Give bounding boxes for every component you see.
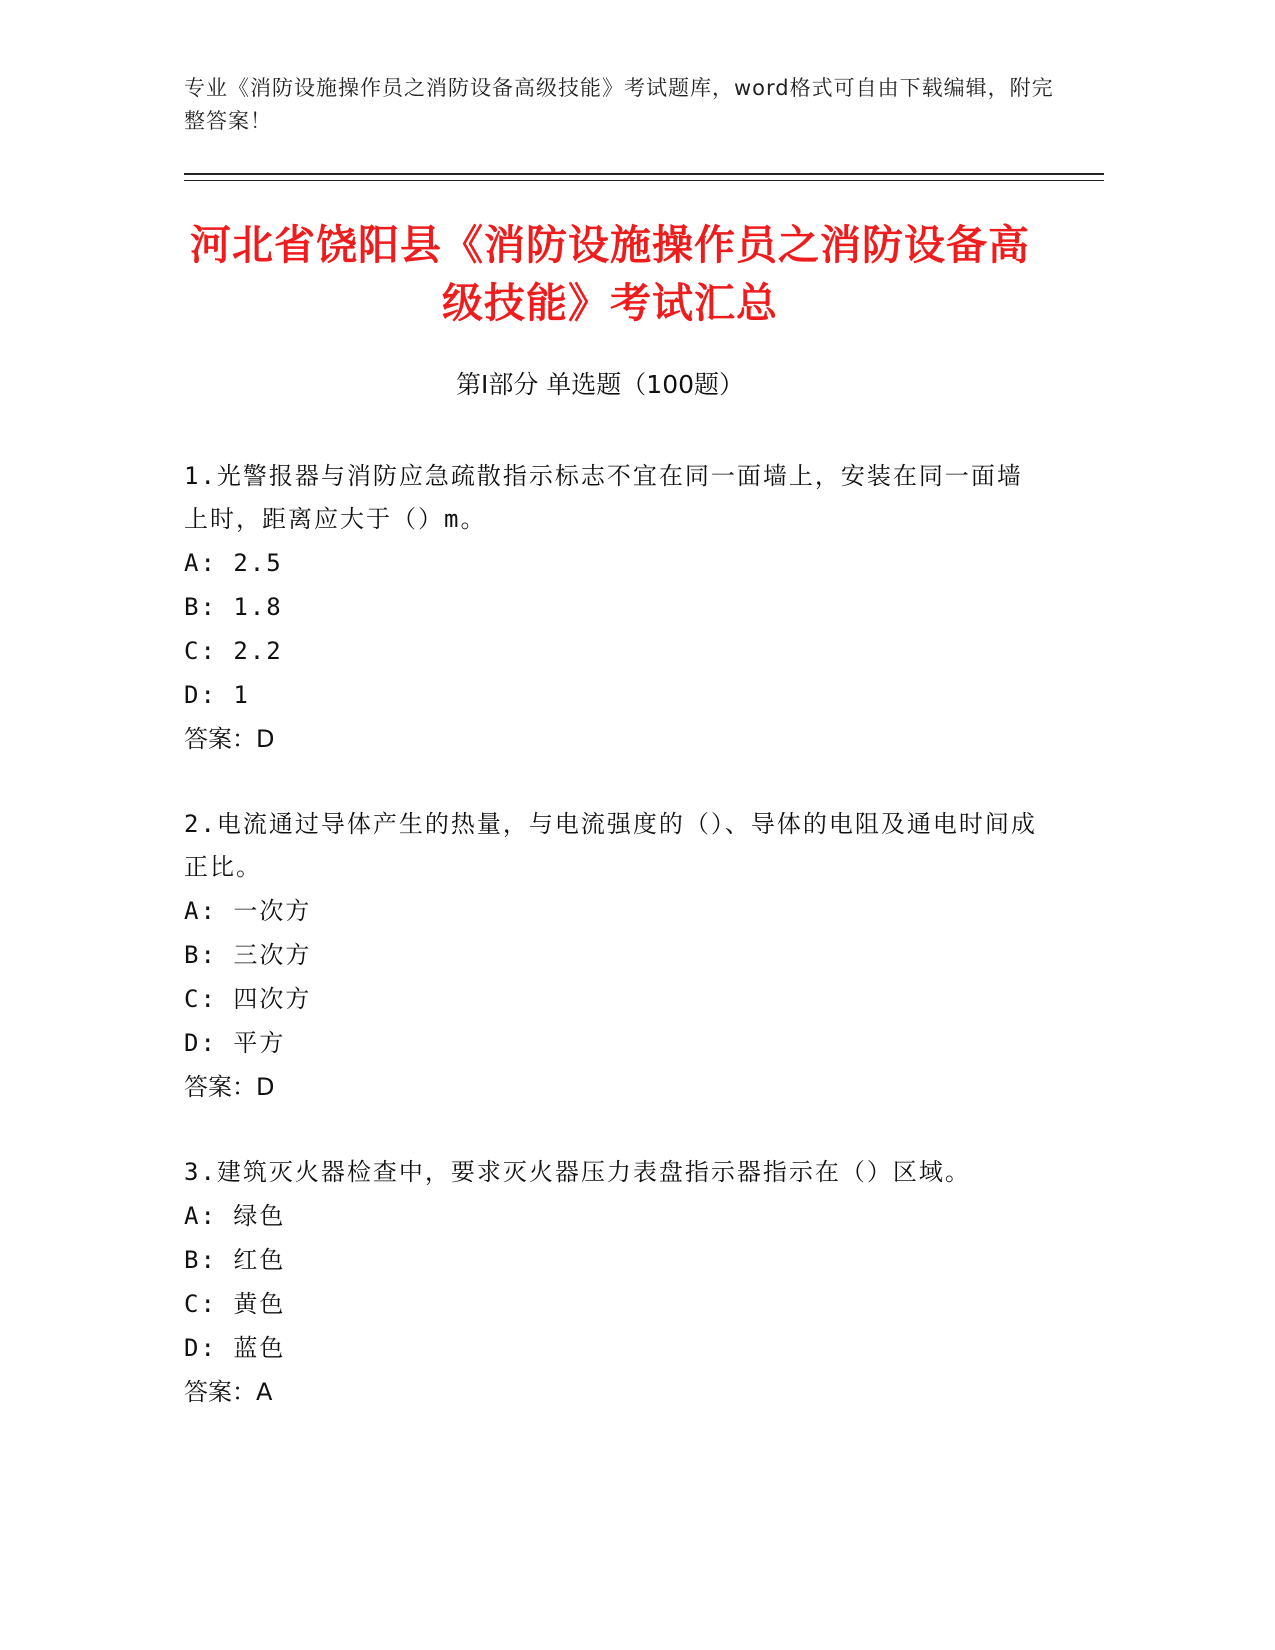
question-item xyxy=(184,803,1044,1109)
option-d: D: 1 xyxy=(184,681,250,709)
option-a: A: 2.5 xyxy=(184,549,283,577)
option-c: C: 2.2 xyxy=(184,637,283,665)
question-stem: 1.光警报器与消防应急疏散指示标志不宜在同一面墙上，安装在同一面墙上时，距离应大于（）m。 xyxy=(184,462,1023,533)
option-d: D: 蓝色 xyxy=(184,1334,286,1362)
question-item xyxy=(184,455,1044,761)
answer-line: 答案：D xyxy=(184,1073,275,1101)
option-b: B: 三次方 xyxy=(184,941,312,969)
option-c: C: 黄色 xyxy=(184,1290,286,1318)
option-b: B: 红色 xyxy=(184,1246,286,1274)
section-heading: 第I部分 单选题（100题） xyxy=(455,370,745,399)
header-divider-thick xyxy=(184,173,1104,175)
question-stem: 3.建筑灭火器检查中，要求灭火器压力表盘指示器指示在（）区域。 xyxy=(184,1158,971,1186)
answer-line: 答案：A xyxy=(184,1378,273,1406)
option-a: A: 一次方 xyxy=(184,897,312,925)
option-a: A: 绿色 xyxy=(184,1202,286,1230)
question-item xyxy=(184,1151,1044,1414)
header-note: 专业《消防设施操作员之消防设备高级技能》考试题库，word格式可自由下载编辑，附完整答案！ xyxy=(184,76,1054,133)
option-d: D: 平方 xyxy=(184,1029,286,1057)
option-b: B: 1.8 xyxy=(184,593,283,621)
question-stem: 2.电流通过导体产生的热量，与电流强度的（）、导体的电阻及通电时间成正比。 xyxy=(184,810,1037,881)
document-title: 河北省饶阳县《消防设施操作员之消防设备高级技能》考试汇总 xyxy=(190,221,1030,327)
answer-line: 答案：D xyxy=(184,725,275,753)
question-list xyxy=(184,455,1044,1456)
header-divider-thin xyxy=(184,180,1104,181)
option-c: C: 四次方 xyxy=(184,985,312,1013)
